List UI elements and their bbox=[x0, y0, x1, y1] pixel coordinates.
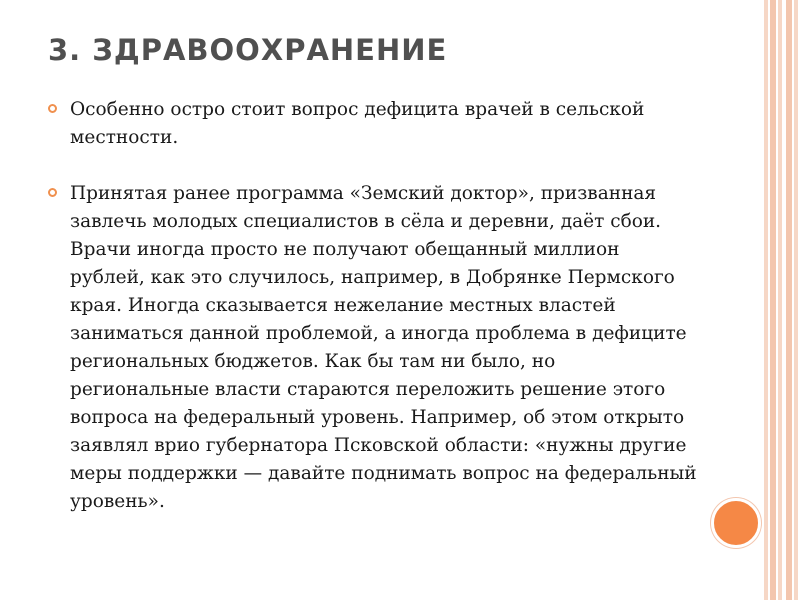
bullet-item bbox=[48, 180, 698, 516]
decor-stripe bbox=[786, 0, 792, 600]
slide-title: 3. ЗДРАВООХРАНЕНИЕ bbox=[48, 33, 448, 67]
decor-stripe bbox=[764, 0, 768, 600]
decor-circle bbox=[711, 498, 761, 548]
bullet-item bbox=[48, 96, 698, 152]
bullet-text: Особенно остро стоит вопрос дефицита врачей в сельской местности. bbox=[70, 99, 645, 148]
bullet-list bbox=[48, 96, 698, 516]
bullet-circle-icon bbox=[48, 104, 57, 113]
decor-stripe bbox=[770, 0, 776, 600]
decor-stripe bbox=[794, 0, 798, 600]
decor-stripe bbox=[778, 0, 782, 600]
bullet-text: Принятая ранее программа «Земский доктор», призванная завлечь молодых специалистов в сёла и деревни, даёт сбои. Врачи иногда просто не получают обещанный миллион рублей, как это случилось, например, в Добрянке Пермского края. Иногда сказывается нежелание местных властей заниматься данной проблемой, а иногда проблема в дефиците региональных бюджетов. Как бы там ни было, но региональные власти стараются переложить решение этого вопроса на федеральный уровень. Например, об этом открыто заявлял врио губернатора Псковской области: «нужны другие меры поддержки — давайте поднимать вопрос на федеральный уровень». bbox=[70, 183, 697, 512]
bullet-circle-icon bbox=[48, 188, 57, 197]
